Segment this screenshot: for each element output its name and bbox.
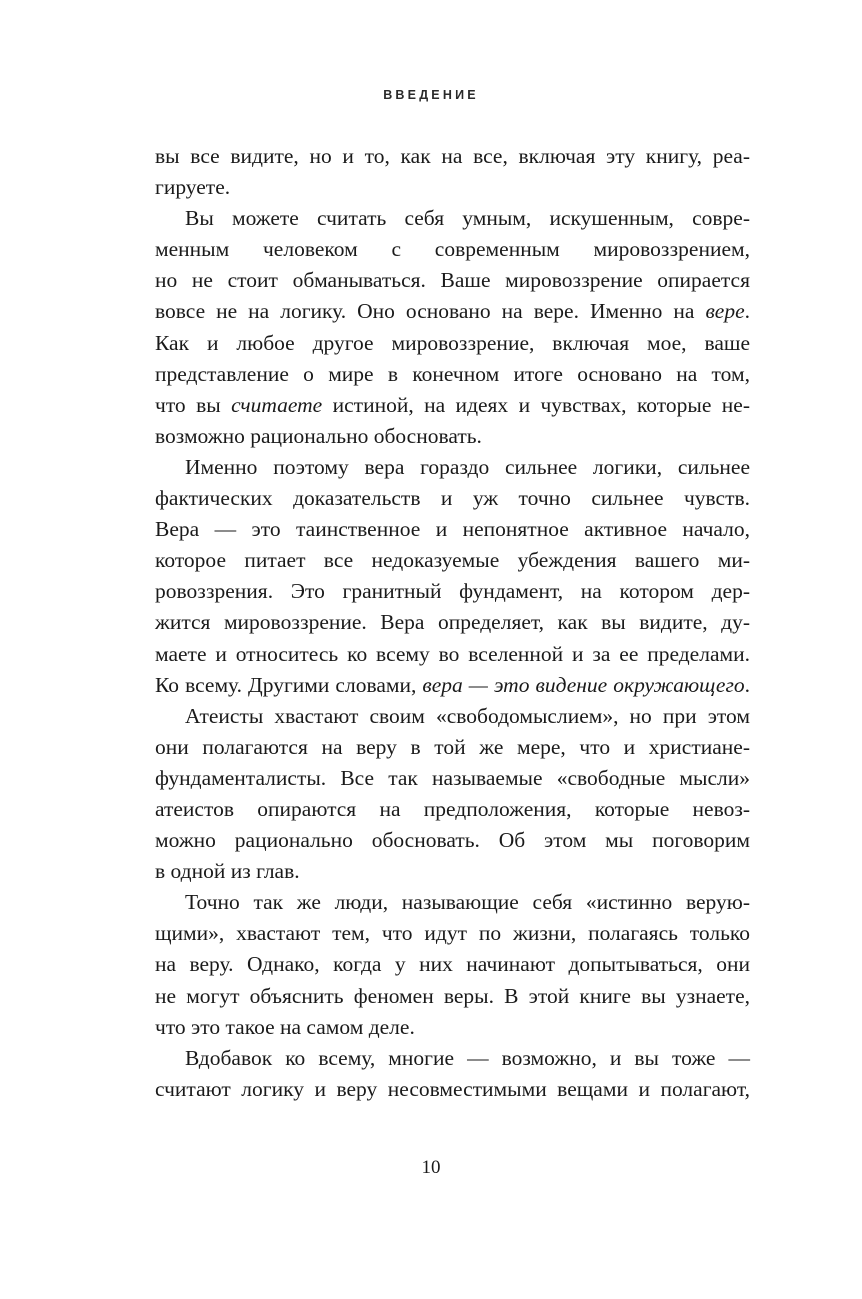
- line-text: маете и относитесь ко всему во вселенной и за ее пределами.: [155, 641, 750, 666]
- body-text: [155, 141, 750, 1105]
- line-text: они полагаются на веру в той же мере, что и христиане-: [155, 734, 750, 759]
- text-line: [155, 514, 750, 545]
- text-line: [155, 1074, 750, 1105]
- emphasis-text: вере: [705, 299, 745, 324]
- text-line: [155, 1043, 750, 1074]
- text-line: [155, 732, 750, 763]
- line-text: можно рационально обосновать. Об этом мы поговорим: [155, 828, 750, 853]
- line-text: атеистов опираются на предположения, которые невоз-: [155, 796, 750, 821]
- text-line: [155, 421, 750, 452]
- text-line: [155, 918, 750, 949]
- text-line: [155, 639, 750, 670]
- line-text: Атеисты хвастают своим «свободомыслием», но при этом: [185, 703, 750, 728]
- line-text: Именно поэтому вера гораздо сильнее логики, сильнее: [185, 454, 750, 479]
- text-line: [155, 1012, 750, 1043]
- text-line: [155, 763, 750, 794]
- text-line: [155, 981, 750, 1012]
- text-line: [155, 701, 750, 732]
- line-text: Вдобавок ко всему, многие — возможно, и вы тоже —: [185, 1045, 750, 1070]
- line-text: на веру. Однако, когда у них начинают допытываться, они: [155, 952, 750, 977]
- text-line: [155, 483, 750, 514]
- line-text: фундаменталисты. Все так называемые «свободные мысли»: [155, 765, 750, 790]
- text-line: [155, 328, 750, 359]
- text-line: [155, 607, 750, 638]
- line-text: Вера — это таинственное и непонятное активное начало,: [155, 517, 750, 542]
- line-text: считают логику и веру несовместимыми вещами и полагают,: [155, 1076, 750, 1101]
- text-line: [155, 390, 750, 421]
- line-text: жится мировоззрение. Вера определяет, как вы видите, ду-: [155, 610, 750, 635]
- emphasis-text: считаете: [231, 392, 323, 417]
- line-text: менным человеком с современным мировоззрением,: [155, 237, 750, 262]
- line-text: но не стоит обманываться. Ваше мировоззрение опирается: [155, 268, 750, 293]
- text-line: [155, 794, 750, 825]
- line-text: вовсе не на логику. Оно основано на вере. Именно на: [155, 299, 706, 324]
- line-text: Как и любое другое мировоззрение, включая мое, ваше: [155, 330, 750, 355]
- line-text-tail: истиной, на идеях и чувствах, которые не-: [322, 392, 750, 417]
- line-text: ровоззрения. Это гранитный фундамент, на котором дер-: [155, 579, 750, 604]
- line-text: фактических доказательств и уж точно сильнее чувств.: [155, 486, 750, 511]
- text-line: [155, 825, 750, 856]
- text-line: [155, 545, 750, 576]
- line-text: которое питает все недоказуемые убеждения вашего ми-: [155, 548, 750, 573]
- line-text: возможно рационально обосновать.: [155, 423, 482, 448]
- line-text: Ко всему. Другими словами,: [155, 672, 423, 697]
- line-text: в одной из глав.: [155, 859, 300, 884]
- line-text: что это такое на самом деле.: [155, 1014, 415, 1039]
- line-text: Вы можете считать себя умным, искушенным, совре-: [185, 206, 750, 231]
- running-head: ВВЕДЕНИЕ: [383, 88, 479, 102]
- text-line: [155, 576, 750, 607]
- line-text: вы все видите, но и то, как на все, включая эту книгу, реа-: [155, 144, 750, 168]
- text-line: [155, 234, 750, 265]
- line-text-tail: .: [744, 672, 750, 697]
- line-text: Точно так же люди, называющие себя «истинно верую-: [185, 890, 750, 915]
- text-line: [155, 856, 750, 887]
- emphasis-text: вера — это видение окружающего: [422, 672, 745, 697]
- line-text: щими», хвастают тем, что идут по жизни, полагаясь только: [155, 921, 750, 946]
- text-line: [155, 887, 750, 918]
- page-number: 10: [421, 1157, 441, 1178]
- line-text: представление о мире в конечном итоге основано на том,: [155, 361, 750, 386]
- text-line: [155, 359, 750, 390]
- text-line: [155, 203, 750, 234]
- text-line: [155, 670, 750, 701]
- line-text-tail: .: [744, 299, 750, 324]
- line-text: не могут объяснить феномен веры. В этой книге вы узнаете,: [155, 983, 750, 1008]
- line-text: что вы: [155, 392, 232, 417]
- line-text: гируете.: [155, 175, 231, 200]
- text-line: [155, 172, 750, 203]
- text-line: [155, 949, 750, 980]
- text-line: [155, 265, 750, 296]
- text-line: [155, 141, 750, 172]
- text-line: [155, 296, 750, 327]
- text-line: [155, 452, 750, 483]
